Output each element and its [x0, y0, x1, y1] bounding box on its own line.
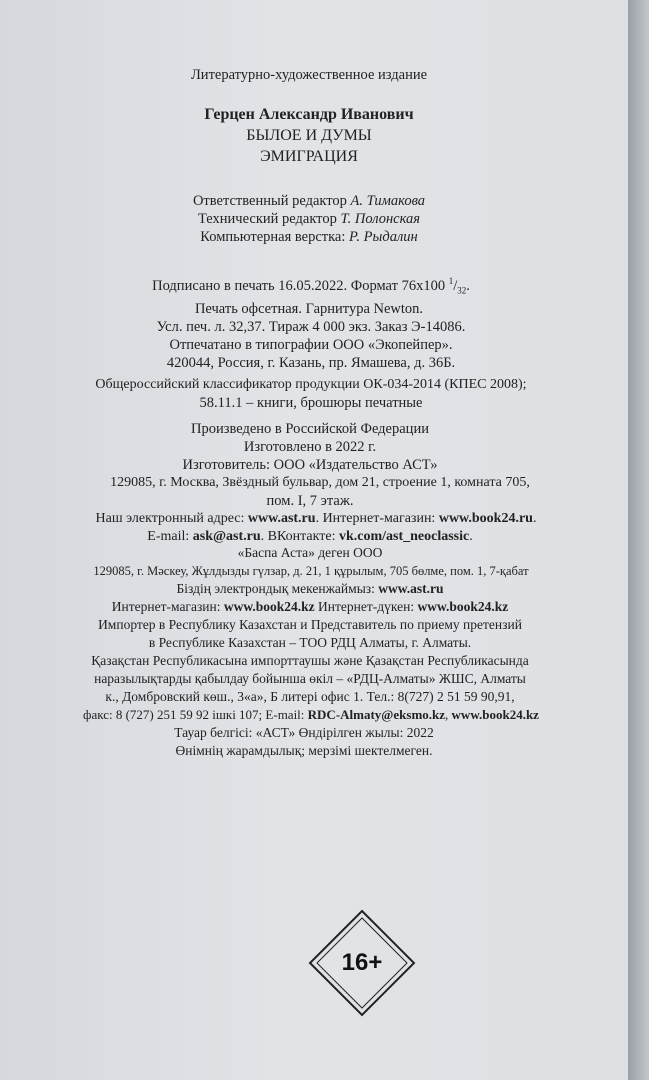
- kz-line-3: [0, 580, 628, 598]
- book-subtitle: ЭМИГРАЦИЯ: [260, 148, 358, 165]
- mail-link[interactable]: ask@ast.ru: [192, 529, 261, 544]
- tech-editor-label: Технический редактор: [197, 211, 337, 227]
- age-rating-badge: [307, 908, 417, 1018]
- produced-in-line: Произведено в Российской Федерации: [191, 421, 429, 437]
- print-type-line: Печать офсетная. Гарнитура Newton.: [194, 300, 424, 317]
- production-block: [0, 420, 628, 546]
- kz-line-6: в Республике Казахстан – ТОО РДЦ Алматы, г. Алматы.: [148, 635, 472, 650]
- chief-editor-line: [0, 192, 628, 210]
- classifier-block: [0, 376, 628, 412]
- classifier-line-2: 58.11.1 – книги, брошюры печатные: [199, 395, 423, 411]
- kz-line-9: к., Домбровский көш., 3«а», Б литері офис 1. Тел.: 8(727) 2 51 59 90,91,: [105, 689, 515, 704]
- kz-shop-link-2[interactable]: www.book24.kz: [417, 599, 509, 614]
- made-year-line: Изготовлено в 2022 г.: [243, 439, 377, 455]
- age-rating-label: 16+: [341, 949, 383, 976]
- kz-line-8: наразылықтарды қабылдау бойынша өкіл – «РДЦ-Алматы» ЖШС, Алматы: [94, 671, 526, 686]
- manufacturer-line: Изготовитель: ООО «Издательство АСТ»: [182, 457, 438, 473]
- shop-link[interactable]: www.book24.ru: [438, 511, 533, 526]
- author-name: Герцен Александр Иванович: [204, 106, 414, 123]
- tech-editor-line: [0, 210, 628, 228]
- shop-label: Интернет-магазин:: [322, 511, 436, 526]
- print-run-line: Усл. печ. л. 32,37. Тираж 4 000 экз. Заказ Э-14086.: [156, 318, 466, 335]
- edition-type: [0, 66, 628, 84]
- kz-line-4: [0, 598, 628, 616]
- printing-house-line: Отпечатано в типографии ООО «Экопейпер».: [169, 336, 453, 353]
- kz-line-10: факс: 8 (727) 251 59 92 ішкі 107; E-mail: RDC-Almaty@eksmo.kz, www.book24.kz: [83, 707, 539, 722]
- vk-link[interactable]: vk.com/ast_neoclassic: [338, 529, 470, 544]
- kz-shop-link[interactable]: www.book24.kz: [223, 599, 315, 614]
- format-fraction-num: 1: [448, 276, 454, 286]
- edition-type-text: Литературно-художественное издание: [190, 67, 428, 83]
- print-format-line: Подписано в печать 16.05.2022. Формат 76x100 $^1/_{32}$.: [152, 276, 470, 296]
- kz-site-link[interactable]: www.ast.ru: [378, 581, 444, 596]
- manufacturer-address-line: 129085, г. Москва, Звёздный бульвар, дом 21, строение 1, комната 705,: [110, 475, 530, 490]
- chief-editor-name: А. Тимакова: [350, 193, 426, 209]
- kazakh-block: [0, 544, 628, 760]
- printing-address-line: 420044, Россия, г. Казань, пр. Ямашева, д. 36Б.: [166, 354, 456, 371]
- book-title: БЫЛОЕ И ДУМЫ: [246, 127, 372, 144]
- contacts-line-2: E-mail: ask@ast.ru. ВКонтакте: vk.com/ast_neoclassic.: [147, 529, 473, 544]
- kz-line-2: 129085, г. Мәскеу, Жұлдызды гүлзар, д. 21, 1 құрылым, 705 бөлме, пом. 1, 7-қабат: [93, 564, 529, 578]
- layout-line: [0, 228, 628, 246]
- kz-line-1: «Баспа Аста» деген ООО: [237, 545, 383, 560]
- kz-line-7: Қазақстан Республикасына импорттаушы және Қазақстан Республикасында: [91, 653, 529, 668]
- layout-label: Компьютерная верстка:: [200, 229, 346, 245]
- kz-mail-link[interactable]: RDC-Almaty@eksmo.kz: [307, 707, 446, 722]
- kz-line-12: Өнімнің жарамдылық; мерзімі шектелмеген.: [175, 743, 433, 758]
- print-format-text: Подписано в печать 16.05.2022. Формат 76x100: [152, 277, 446, 294]
- format-fraction-den: 32: [457, 285, 467, 296]
- kz-line-11: Тауар белгісі: «АСТ» Өндірілген жылы: 2022: [174, 725, 434, 740]
- kz-fax-text: факс: 8 (727) 251 59 92 ішкі 107; E-mail:: [83, 707, 305, 722]
- book-header: [0, 104, 628, 167]
- tech-editor-name: Т. Полонская: [340, 211, 421, 227]
- classifier-line-1: Общероссийский классификатор продукции ОК-034-2014 (КПЕС 2008);: [95, 377, 527, 392]
- kz-shop-label: Интернет-магазин:: [111, 599, 221, 614]
- kz-site-label: Біздің электрондық мекенжаймыз:: [176, 581, 375, 596]
- vk-label: ВКонтакте:: [267, 529, 336, 544]
- kz-shop-label-2: Интернет-дүкен:: [318, 599, 415, 614]
- contacts-line-1: Наш электронный адрес: www.ast.ru. Интернет-магазин: www.book24.ru.: [95, 511, 537, 526]
- chief-editor-label: Ответственный редактор: [192, 193, 347, 209]
- site-label: Наш электронный адрес:: [95, 511, 245, 526]
- kz-line-5: Импортер в Республику Казахстан и Представитель по приему претензий: [98, 617, 522, 632]
- staff-block: [0, 192, 628, 246]
- kz-site-link-2[interactable]: www.book24.kz: [451, 707, 539, 722]
- book-spine-edge: [628, 0, 649, 1080]
- manufacturer-floor-line: пом. I, 7 этаж.: [266, 493, 354, 509]
- site-link[interactable]: www.ast.ru: [247, 511, 316, 526]
- print-info-block: [0, 272, 628, 372]
- mail-label: E-mail:: [147, 529, 190, 544]
- layout-name: Р. Рыдалин: [349, 229, 418, 245]
